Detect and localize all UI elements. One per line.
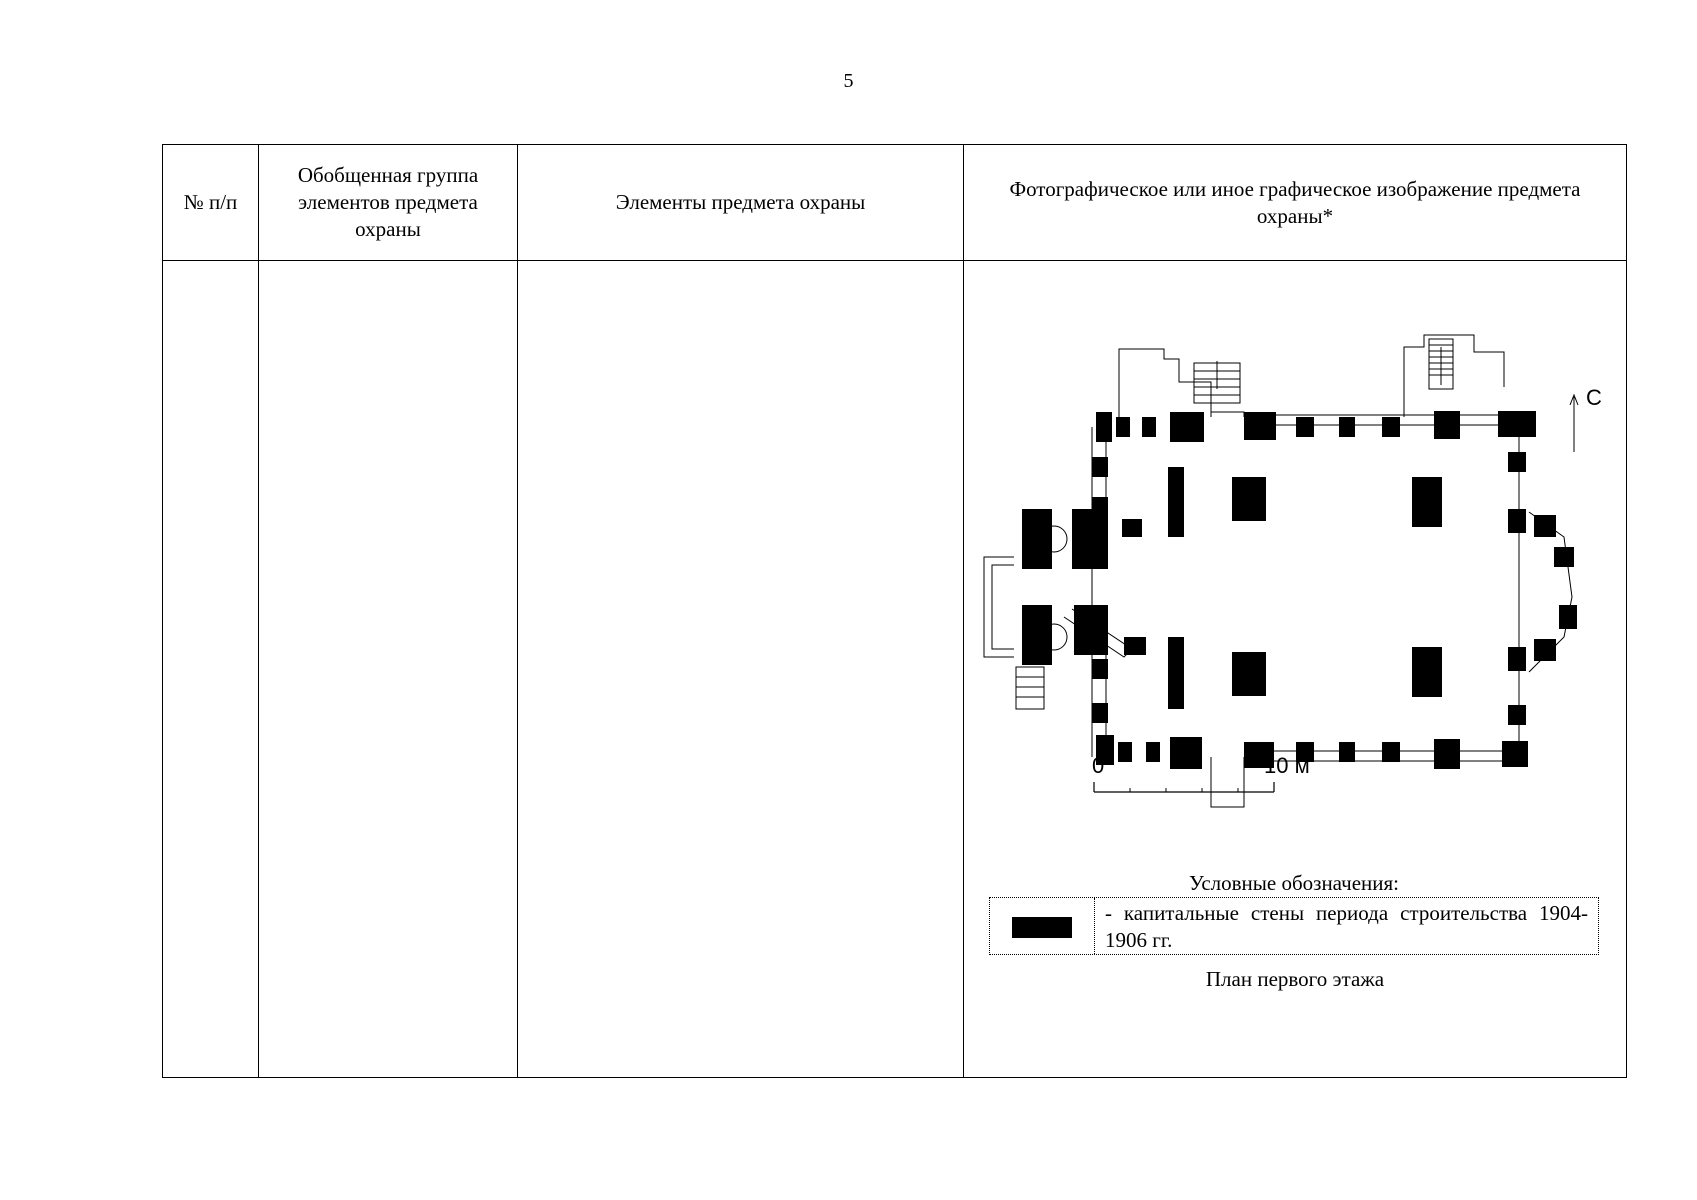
cell-elements bbox=[518, 261, 964, 1078]
table-row bbox=[163, 261, 1627, 1078]
cell-num bbox=[163, 261, 259, 1078]
legend-swatch bbox=[1012, 917, 1072, 938]
floor-plan-drawing bbox=[974, 287, 1614, 847]
legend-swatch-cell bbox=[990, 898, 1095, 954]
legend-box bbox=[989, 897, 1599, 955]
header-image: Фотографическое или иное графическое изображение предмета охраны* bbox=[964, 145, 1627, 261]
scale-start-label: 0 bbox=[1092, 753, 1105, 778]
annex-top-right bbox=[1404, 335, 1504, 417]
protection-subject-table bbox=[162, 144, 1627, 1078]
table-header-row bbox=[163, 145, 1627, 261]
north-label: С bbox=[1586, 385, 1602, 410]
legend-item-text: - капитальные стены периода строительства 1904-1906 гг. bbox=[1105, 901, 1588, 952]
cell-group bbox=[259, 261, 518, 1078]
header-num: № п/п bbox=[163, 145, 259, 261]
scale-end-label: 10 м bbox=[1264, 753, 1310, 778]
plan-caption: План первого этажа bbox=[1205, 967, 1385, 991]
page-number: 5 bbox=[843, 70, 854, 92]
capital-walls bbox=[1022, 411, 1577, 769]
legend-title: Условные обозначения: bbox=[1188, 871, 1400, 895]
header-elements: Элементы предмета охраны bbox=[518, 145, 964, 261]
cell-image bbox=[964, 261, 1627, 1078]
header-group: Обобщенная группа элементов предмета охраны bbox=[259, 145, 518, 261]
annex-outline bbox=[1119, 349, 1211, 417]
